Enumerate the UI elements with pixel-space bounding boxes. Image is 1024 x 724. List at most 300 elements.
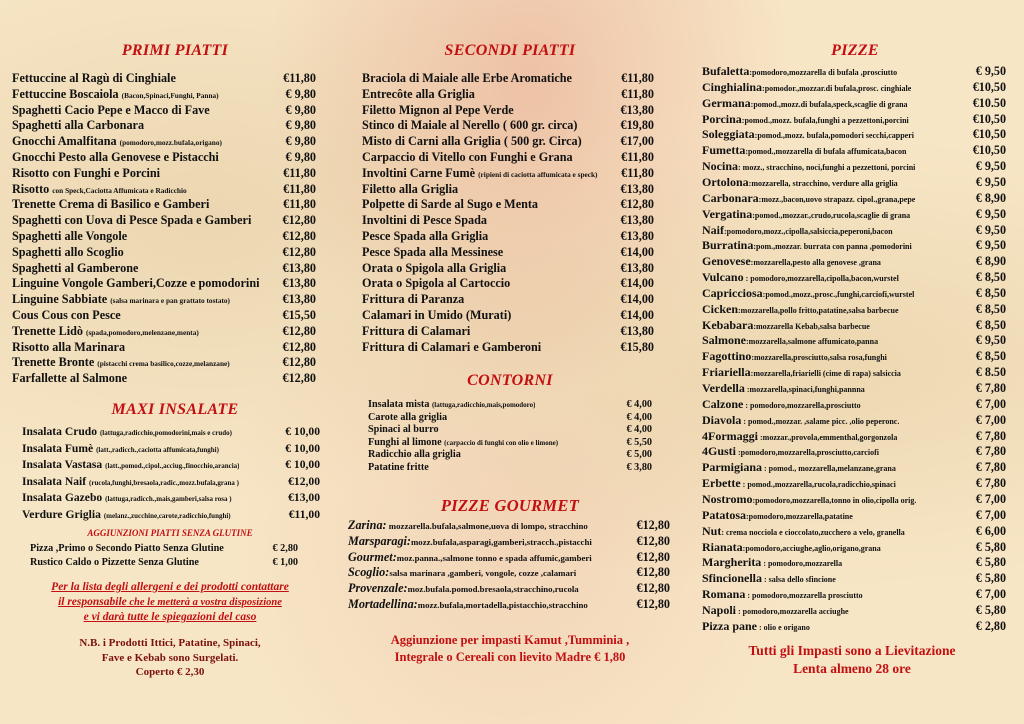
item-price: €14,00 — [620, 276, 654, 291]
item-price: €19,80 — [620, 118, 654, 133]
item-price: € 9,80 — [285, 86, 316, 101]
item-price: € 5,00 — [626, 449, 652, 461]
item-name: Scoglio: — [348, 565, 390, 580]
item-label — [12, 308, 121, 323]
item-price: €13,80 — [282, 276, 316, 291]
item-name: Patatosa — [702, 507, 746, 522]
allergeni-note — [10, 580, 330, 625]
item-price: €12,80 — [636, 533, 670, 548]
item-name: Carote alla griglia — [368, 411, 448, 423]
item-name: Carbonara — [702, 190, 759, 205]
contorno-row — [368, 437, 652, 448]
item-price: €13,80 — [620, 323, 654, 338]
secondi-row — [362, 245, 654, 260]
item-label — [702, 127, 914, 142]
item-name: Parmigiana — [702, 460, 762, 475]
pizza-row — [702, 143, 1006, 158]
item-label — [362, 87, 475, 102]
item-price: € 7,00 — [975, 491, 1006, 506]
item-label — [12, 371, 127, 386]
item-description: :mozzarella,prosciutto,salsa rosa,funghi — [751, 353, 887, 363]
item-name: Kebabara — [702, 317, 754, 332]
item-price: €15,80 — [620, 339, 654, 354]
insalata-row — [22, 491, 320, 504]
nb-line2: Fave e Kebab sono Surgelati. — [101, 651, 239, 664]
item-description: :mozzarella,pesto alla genovese ,grana — [750, 258, 881, 268]
item-description: :pomodoro,mozzarella,prosciutto,carciofi — [736, 448, 879, 458]
item-name: Nostromo — [702, 491, 753, 506]
secondi-row — [362, 134, 654, 149]
item-description: :pomod.,mozz. bufala,pomodori secchi,capperi — [754, 131, 914, 141]
item-description: :mozzarella,pollo fritto,patatine,salsa barbecue — [738, 305, 899, 315]
primi-row — [12, 118, 316, 133]
primi-row — [12, 197, 316, 212]
secondi-row — [362, 324, 654, 339]
item-name: Orata o Spigola alla Griglia — [362, 260, 507, 275]
gourmet-row — [348, 565, 670, 580]
item-label — [12, 87, 219, 102]
item-price: €13,80 — [282, 260, 316, 275]
pizza-row — [702, 540, 1006, 555]
gourmet-row — [348, 534, 670, 549]
item-label — [702, 112, 909, 127]
item-price: €12,80 — [636, 549, 670, 564]
item-label — [12, 229, 127, 244]
item-price: € 6,00 — [975, 523, 1006, 538]
gluten-row — [30, 543, 298, 554]
item-name: Cinghialina — [702, 79, 763, 94]
item-name: Pesce Spada alla Messinese — [362, 244, 504, 259]
coperto-text: Coperto € 2,30 — [135, 666, 205, 678]
item-name: Fumetta — [702, 143, 746, 158]
item-description: salsa marinara ,gamberi, vongole, cozze ,calamari — [389, 568, 577, 579]
item-label — [702, 413, 899, 428]
secondi-row — [362, 340, 654, 355]
contorno-row — [368, 412, 652, 423]
item-price: € 9,50 — [975, 222, 1006, 237]
pizza-row — [702, 381, 1006, 396]
item-name: Friariella — [702, 365, 751, 380]
item-label — [362, 261, 506, 276]
item-label — [12, 166, 160, 181]
pizza-row — [702, 555, 1006, 570]
item-name: Spaghetti allo Scoglio — [12, 244, 124, 259]
item-name: Insalata Gazebo — [22, 491, 103, 504]
item-price: € 2,80 — [272, 543, 298, 554]
item-price: €13,80 — [620, 213, 654, 228]
item-description: (lattuga,radicchio,mais,pomodoro) — [431, 401, 536, 409]
item-name: Romana — [702, 587, 746, 602]
pizza-row — [702, 429, 1006, 444]
allergeni-line2a: il responsabile — [58, 596, 127, 608]
primi-row — [12, 245, 316, 260]
gluten-row — [30, 557, 298, 568]
item-price: €12,80 — [636, 597, 670, 611]
item-description: : pomod.,mozzarella,rucola,radicchio,spinaci — [740, 480, 896, 490]
item-label — [702, 365, 901, 380]
item-name: Salmone — [702, 333, 747, 348]
item-price: €12,80 — [636, 565, 670, 580]
secondi-title: SECONDI PIATTI — [444, 42, 576, 59]
item-name: Zarina: — [348, 518, 387, 532]
item-name: Capricciosa — [702, 285, 763, 300]
item-name: Insalata mista — [368, 399, 430, 410]
primi-row — [12, 134, 316, 149]
item-name: Cous Cous con Pesce — [12, 308, 121, 322]
pizze-note-line1: Tutti gli Impasti sono a Lievitazione — [748, 643, 956, 658]
insalata-row — [22, 475, 320, 488]
item-label — [12, 182, 187, 197]
item-name: Spaghetti con Uova di Pesce Spada e Gamberi — [12, 213, 252, 228]
item-name: Diavola — [702, 412, 742, 427]
item-description: :mozzarella Kebab,salsa barbecue — [753, 321, 870, 331]
item-name: Pizza pane — [702, 618, 757, 633]
item-price: € 9,50 — [975, 333, 1006, 348]
item-price: € 3,80 — [626, 462, 652, 473]
item-label — [362, 150, 573, 165]
item-price: € 9,50 — [975, 206, 1006, 221]
item-description: :pom.,mozzar. burrata con panna ,pomodorini — [753, 242, 912, 252]
item-label — [362, 182, 458, 197]
item-name: Risotto alla Marinara — [12, 339, 126, 354]
item-price: €10.50 — [972, 95, 1006, 110]
item-name: Farfallette al Salmone — [12, 371, 128, 386]
nb-note — [10, 636, 330, 680]
item-price: €11,80 — [283, 197, 316, 212]
item-name: Frittura di Calamari e Gamberoni — [362, 339, 542, 354]
item-price: € 10,00 — [285, 441, 320, 455]
item-name: Spaghetti al Gamberone — [12, 260, 139, 275]
gourmet-note-line1: Aggiunzione per impasti Kamut ,Tumminia , — [390, 633, 630, 647]
item-label — [702, 333, 878, 348]
item-price: €13,80 — [620, 260, 654, 275]
item-price: €11,80 — [621, 71, 654, 85]
item-description: (pomodoro,mozz.bufala,origano) — [119, 138, 222, 148]
insalata-row — [22, 508, 320, 521]
secondi-row — [362, 103, 654, 118]
gourmet-row — [348, 581, 670, 596]
item-label — [348, 550, 592, 565]
item-price: € 5,80 — [975, 539, 1006, 554]
primi-row — [12, 308, 316, 323]
item-label — [702, 191, 915, 206]
allergeni-line1: Per la lista degli allergeni e dei prodotti contattare — [51, 581, 289, 593]
pizza-row — [702, 508, 1006, 523]
item-description: :pomod.,mozz.,prosc.,funghi,carciofi,wurstel — [762, 289, 915, 299]
item-description: :mozz.,bacon,uovo strapazz. cipol.,grana,pepe — [758, 194, 916, 204]
item-price: € 7,00 — [975, 587, 1006, 602]
item-name: Mortadellina: — [348, 597, 418, 611]
item-description: con Speck,Caciotta Affumicata e Radicchio — [52, 185, 187, 195]
pizza-row — [702, 191, 1006, 206]
allergeni-line3: e vi darà tutte le spiegazioni del caso — [83, 611, 257, 623]
item-label — [702, 159, 915, 174]
item-name: Nut — [702, 523, 722, 538]
item-name: Germana — [702, 95, 751, 110]
item-label — [12, 134, 222, 149]
pizza-row — [702, 444, 1006, 459]
insalata-row — [22, 458, 320, 471]
item-description: :pomodor.,mozzar.di bufala,prosc. cinghiale — [762, 83, 912, 93]
item-label — [12, 276, 259, 291]
item-price: €11,80 — [283, 165, 316, 180]
item-price: € 2,80 — [975, 618, 1006, 633]
item-price: € 7,80 — [975, 381, 1006, 395]
item-price: €11,80 — [621, 165, 654, 180]
gourmet-row — [348, 597, 670, 612]
item-label — [348, 518, 588, 533]
item-name: Rustico Caldo o Pizzette Senza Glutine — [30, 557, 199, 568]
pizza-row — [702, 223, 1006, 238]
item-name: Rianata — [702, 539, 743, 554]
item-name: Frittura di Calamari — [362, 323, 471, 338]
item-price: €12,80 — [282, 229, 316, 243]
item-description: : pomod.,mozzar. ,salame picc. ,olio peperonc. — [741, 416, 900, 426]
item-price: € 4,00 — [626, 399, 652, 410]
item-name: 4Gusti — [702, 444, 737, 459]
right-panel — [680, 0, 1024, 724]
secondi-row — [362, 213, 654, 228]
item-name: Porcina — [702, 111, 742, 126]
item-name: Frittura di Paranza — [362, 292, 465, 307]
item-label — [702, 318, 870, 333]
item-price: € 7,80 — [975, 444, 1006, 459]
primi-row — [12, 213, 316, 228]
item-name: Soleggiata — [702, 127, 755, 142]
secondi-row — [362, 308, 654, 323]
item-name: Calamari in Umido (Murati) — [362, 308, 512, 322]
item-name: Verdure Griglia — [22, 507, 101, 521]
item-name: Linguine Vongole Gamberi,Cozze e pomodorini — [12, 276, 260, 291]
item-label — [702, 302, 899, 317]
item-description: :pomodoro,mozzarella,tonno in olio,cipolla orig. — [752, 495, 917, 505]
item-label — [362, 308, 511, 323]
item-price: €14,00 — [620, 244, 654, 259]
item-label — [702, 444, 879, 459]
item-label — [362, 245, 503, 260]
item-label — [702, 397, 861, 412]
item-description: :pomodoro,mozzarella,patatine — [746, 511, 853, 521]
item-name: Filetto Mignon al Pepe Verde — [362, 102, 514, 117]
item-name: Genovese — [702, 254, 751, 269]
item-label — [702, 223, 893, 238]
pizza-row — [702, 318, 1006, 333]
secondi-row — [362, 276, 654, 291]
item-price: €10,50 — [972, 127, 1006, 142]
item-description: :mozzar.,provola,emmenthal,gorgonzola — [758, 432, 898, 442]
item-price: € 4,00 — [626, 411, 652, 423]
item-name: Funghi al limone — [368, 436, 442, 448]
item-price: €14,00 — [620, 308, 654, 322]
item-name: 4Formaggi — [702, 428, 758, 443]
item-name: Patatine fritte — [368, 462, 429, 473]
item-name: Insalata Fumè — [22, 441, 94, 455]
item-name: Trenette Bronte — [12, 355, 95, 370]
item-name: Margherita — [702, 555, 762, 570]
item-price: €12,80 — [282, 339, 316, 354]
item-price: € 8,90 — [975, 254, 1006, 269]
item-description: (lattuga,radicchio,pomodorini,mais e crudo) — [99, 429, 232, 437]
item-name: Gnocchi Amalfitana — [12, 134, 117, 149]
item-description: (Bacon,Spinaci,Funghi, Panna) — [121, 90, 219, 100]
item-price: € 7,80 — [975, 460, 1006, 475]
item-label — [702, 270, 899, 285]
item-name: Spinaci al burro — [368, 424, 439, 436]
item-price: €12,80 — [620, 197, 654, 212]
item-price: € 8,50 — [975, 285, 1006, 300]
primi-row — [12, 276, 316, 291]
primi-row — [12, 324, 316, 339]
contorni-title: CONTORNI — [467, 372, 553, 389]
item-label — [702, 64, 897, 79]
item-price: €12,00 — [288, 474, 320, 488]
item-name: Naif — [702, 222, 724, 237]
item-name: Radicchio alla griglia — [368, 449, 461, 461]
item-name: Napoli — [702, 602, 737, 617]
item-label — [12, 355, 230, 370]
item-name: Ortolona — [702, 174, 749, 189]
item-price: € 9,80 — [285, 150, 316, 164]
item-label — [348, 597, 588, 612]
gourmet-row — [348, 550, 670, 565]
secondi-row — [362, 87, 654, 102]
item-name: Spaghetti alla Carbonara — [12, 118, 145, 133]
pizza-row — [702, 587, 1006, 602]
item-description: mozz.bufala,mortadella,pistacchio,stracchino — [417, 600, 588, 610]
pizza-row — [702, 64, 1006, 79]
item-description: :mozzarella,friarielli (cime di rapa) salsiccia — [750, 369, 901, 379]
item-price: € 9,80 — [285, 102, 316, 117]
item-label — [362, 103, 514, 118]
item-price: € 8,50 — [975, 270, 1006, 285]
pizza-row — [702, 619, 1006, 634]
item-label — [702, 349, 887, 364]
item-price: € 9,50 — [975, 64, 1006, 78]
contorno-row — [368, 399, 652, 410]
primi-title: PRIMI PIATTI — [121, 42, 229, 59]
primi-row — [12, 355, 316, 370]
item-description: : salsa dello sfincione — [762, 575, 836, 585]
item-description: moz.panna.,salmone tonno e spada affumic,gamberi — [396, 552, 592, 563]
pizza-row — [702, 397, 1006, 412]
item-name: Risotto — [12, 181, 50, 196]
item-description: :mozzarella,salmone affumicato,panna — [746, 337, 879, 347]
pizza-row — [702, 571, 1006, 586]
item-description: (lattuga,radicch.,mais,gamberi,salsa rosa ) — [105, 495, 232, 503]
item-name: Fettuccine Boscaiola — [12, 86, 119, 101]
item-price: € 8,90 — [975, 190, 1006, 205]
item-label — [348, 534, 592, 549]
item-price: € 8,50 — [975, 301, 1006, 316]
item-name: Insalata Naif — [22, 474, 87, 488]
pizza-row — [702, 365, 1006, 380]
item-label — [702, 524, 905, 539]
item-price: € 9,50 — [975, 238, 1006, 253]
primi-row — [12, 87, 316, 102]
item-description: (latt.,radicch.,caciotta affumicata,funghi) — [96, 445, 219, 454]
item-name: Pizza ,Primo o Secondo Piatto Senza Glutine — [30, 543, 224, 554]
pizza-row — [702, 476, 1006, 491]
item-label — [702, 286, 914, 301]
item-name: Vulcano — [702, 270, 744, 285]
item-name: Fagottino — [702, 349, 752, 364]
pizza-row — [702, 270, 1006, 285]
item-price: €10,50 — [972, 143, 1006, 158]
item-price: € 7,80 — [975, 428, 1006, 443]
item-label — [702, 175, 898, 190]
item-label — [702, 254, 881, 269]
contorno-row — [368, 462, 652, 473]
item-price: €11,80 — [621, 150, 654, 164]
item-price: €10,50 — [972, 79, 1006, 94]
item-label — [368, 424, 439, 435]
primi-row — [12, 182, 316, 197]
item-price: €11,80 — [621, 86, 654, 101]
pizza-row — [702, 254, 1006, 269]
item-name: Marsparagi: — [348, 533, 411, 548]
item-description: : pomodoro,mozzarella prosciutto — [745, 591, 863, 601]
pizza-row — [702, 524, 1006, 539]
item-description: :pomodoro,acciughe,aglio,origano,grana — [742, 543, 881, 553]
item-name: Provenzale: — [348, 581, 408, 596]
item-price: €13,80 — [620, 229, 654, 243]
pizze-note-line2: Lenta almeno 28 ore — [793, 661, 911, 676]
item-description: (latt.,pomod.,cipol.,acciug.,finocchio,arancia) — [105, 462, 240, 470]
item-price: €15,50 — [282, 308, 316, 322]
item-description: : pomod., mozzarella,melanzane,grana — [762, 464, 896, 474]
item-label — [368, 437, 558, 448]
secondi-row — [362, 166, 654, 181]
item-name: Braciola di Maiale alle Erbe Aromatiche — [362, 71, 572, 85]
item-label — [12, 213, 251, 228]
primi-row — [12, 71, 316, 86]
item-name: Calzone — [702, 396, 744, 411]
pizza-row — [702, 175, 1006, 190]
pizze-title: PIZZE — [831, 42, 879, 59]
item-name: Trenette Crema di Basilico e Gamberi — [12, 197, 210, 212]
item-description: :pomod.,mozz.di bufala,speck,scaglie di grana — [750, 99, 908, 109]
secondi-row — [362, 71, 654, 86]
item-price: €17,00 — [620, 134, 654, 149]
item-name: Polpette di Sarde al Sugo e Menta — [362, 197, 539, 212]
item-label — [22, 425, 232, 438]
item-name: Pesce Spada alla Griglia — [362, 229, 489, 243]
item-label — [30, 557, 199, 568]
item-name: Orata o Spigola al Cartoccio — [362, 276, 511, 291]
item-name: Sfincionella — [702, 571, 763, 586]
secondi-row — [362, 150, 654, 165]
item-label — [362, 118, 577, 133]
item-label — [12, 150, 219, 165]
item-label — [22, 475, 239, 488]
item-label — [12, 245, 124, 260]
item-label — [368, 412, 447, 423]
item-name: Risotto con Funghi e Porcini — [12, 165, 161, 180]
item-name: Involtini Carne Fumè — [362, 165, 476, 180]
item-name: Filetto alla Griglia — [362, 181, 459, 196]
item-price: € 7,00 — [975, 396, 1006, 411]
item-price: € 8,50 — [975, 349, 1006, 364]
pizza-row — [702, 603, 1006, 618]
insalata-row — [22, 425, 320, 438]
item-name: Stinco di Maiale al Nerello ( 600 gr. circa) — [362, 118, 578, 133]
item-name: Burratina — [702, 238, 754, 253]
item-price: € 10,00 — [285, 425, 320, 438]
primi-row — [12, 166, 316, 181]
pizza-row — [702, 413, 1006, 428]
nb-line1: N.B. i Prodotti Ittici, Patatine, Spinaci, — [79, 637, 261, 649]
item-price: € 9,50 — [975, 174, 1006, 189]
